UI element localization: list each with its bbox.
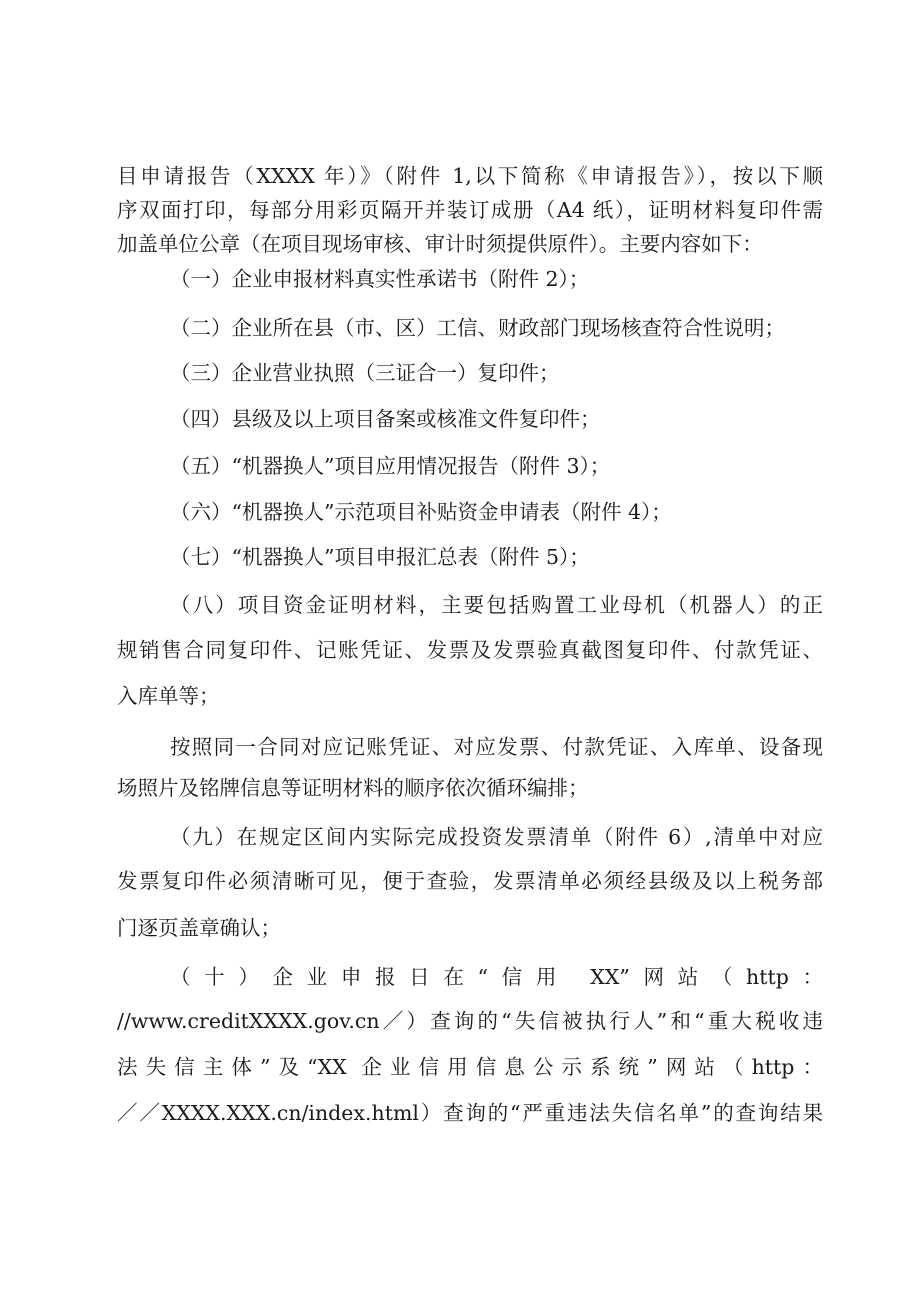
list-item: （七）“机器换人”项目申报汇总表（附件 5）； xyxy=(170,545,590,569)
list-item: （二）企业所在县（市、区）工信、财政部门现场核查符合性说明； xyxy=(170,316,785,340)
text-line: 场照片及铭牌信息等证明材料的顺序依次循环编排； xyxy=(117,776,589,800)
text-line: 加盖单位公章（在项目现场审核、审计时须提供原件）。主要内容如下： xyxy=(117,232,763,256)
text-line: 规销售合同复印件、记账凭证、发票及发票验真截图复印件、付款凭证、 xyxy=(117,638,823,662)
list-item: （一）企业申报材料真实性承诺书（附件 2）； xyxy=(170,267,590,291)
text-line: 法失信主体”及“XX 企业信用信息公示系统”网站（http： xyxy=(117,1055,823,1079)
list-item: （六）“机器换人”示范项目补贴资金申请表（附件 4）； xyxy=(170,500,672,524)
list-item: （十）企业申报日在“信用 XX”网站（http： xyxy=(170,965,823,989)
text-line: //www.creditXXXX.gov.cn／）查询的“失信被执行人”和“重大税收违 xyxy=(117,1009,823,1033)
list-item: （八）项目资金证明材料，主要包括购置工业母机（机器人）的正 xyxy=(170,593,823,617)
text-line: 目申请报告（XXXX 年）》（附件 1,以下简称《申请报告》），按以下顺 xyxy=(117,164,823,188)
list-item: （四）县级及以上项目备案或核准文件复印件； xyxy=(170,407,601,431)
list-item: （三）企业营业执照（三证合一）复印件； xyxy=(170,361,560,385)
text-line: 入库单等； xyxy=(117,684,220,708)
list-item: （九）在规定区间内实际完成投资发票清单（附件 6）,清单中对应 xyxy=(170,825,823,849)
text-line: 发票复印件必须清晰可见，便于查验，发票清单必须经县级及以上税务部 xyxy=(117,869,823,893)
paragraph-line: 按照同一合同对应记账凭证、对应发票、付款凭证、入库单、设备现 xyxy=(170,735,823,759)
list-item: （五）“机器换人”项目应用情况报告（附件 3）； xyxy=(170,454,611,478)
text-line: 门逐页盖章确认； xyxy=(117,916,281,940)
text-line: ／／XXXX.XXX.cn/index.html）查询的“严重违法失信名单”的查询结果 xyxy=(117,1101,823,1125)
text-line: 序双面打印，每部分用彩页隔开并装订成册（A4 纸），证明材料复印件需 xyxy=(117,198,823,222)
